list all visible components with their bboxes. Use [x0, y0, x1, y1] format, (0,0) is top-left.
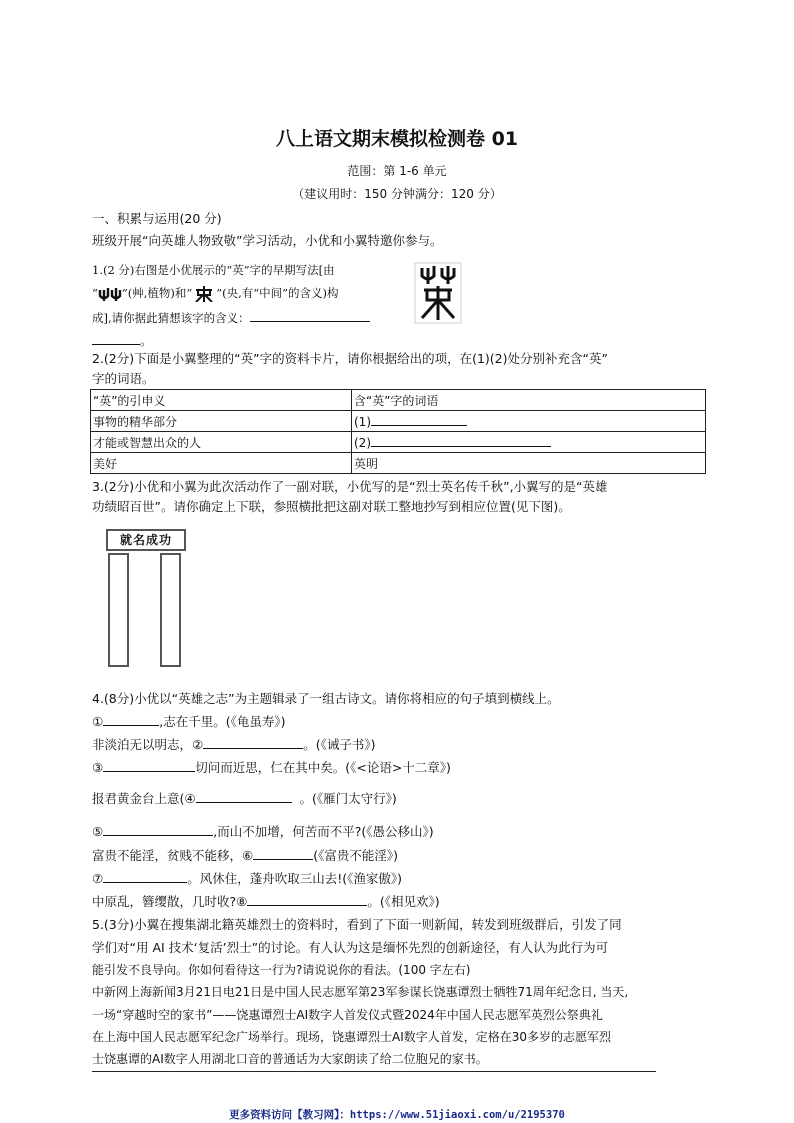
- q1-answer-blank[interactable]: [250, 309, 370, 322]
- q2-line2: 字的词语。: [92, 371, 155, 386]
- q4-text: 。(《诫子书》): [303, 737, 376, 752]
- q1-line2: [92, 285, 339, 302]
- q4-blank-4[interactable]: [196, 790, 292, 803]
- time-note: （建议用时：150 分钟满分：120 分）: [292, 187, 502, 201]
- q4-text: (《富贵不能淫》): [313, 848, 398, 863]
- q4-num: ③: [92, 760, 104, 775]
- table-row: [91, 453, 706, 474]
- couplet-banner: 就名成功: [106, 529, 186, 551]
- page-title: 八上语文期末模拟检测卷 01: [275, 128, 519, 150]
- q1-text-c: ”(央,有“中间”的含义)构: [216, 286, 339, 300]
- q4-item-7: [92, 869, 402, 887]
- q4-item-3: [92, 758, 451, 776]
- answer-label-1: (1): [354, 415, 371, 429]
- answer-label-2: (2): [354, 436, 371, 450]
- q5-line2: 学们对“用 AI 技术‘复活’烈士”的讨论。有人认为这是缅怀先烈的创新途径，有人认为此行为可: [92, 940, 609, 955]
- q5-line1: 5.(3分)小翼在搜集湖北籍英雄烈士的资料时，看到了下面一则新闻，转发到班级群后，引发了同: [92, 917, 622, 932]
- q4-text: 非淡泊无以明志，②: [92, 737, 204, 752]
- q4-text: 富贵不能淫，贫贱不能移，⑥: [92, 848, 254, 863]
- news-line-3: 在上海中国人民志愿军纪念广场举行。现场，饶惠谭烈士AI数字人首发，定格在30多岁的志愿军烈: [92, 1030, 612, 1044]
- answer-blank-2[interactable]: [371, 434, 551, 447]
- q4-blank-8[interactable]: [247, 893, 367, 906]
- table-header: 含“英”字的词语: [352, 390, 706, 411]
- yang-glyph-icon: [192, 286, 216, 302]
- q1-end: 。: [140, 333, 153, 348]
- table-cell-answer[interactable]: [352, 432, 706, 453]
- q1-line3: [92, 309, 370, 326]
- scope-line: 范围：第 1-6 单元: [347, 164, 447, 178]
- q1-line1: 1.(2 分)右图是小优展示的“英”字的早期写法[由: [92, 263, 335, 277]
- q4-blank-7[interactable]: [103, 870, 187, 883]
- answer-blank-1[interactable]: [371, 413, 467, 426]
- q1-answer-blank-2[interactable]: [92, 332, 140, 345]
- q1-line3-text: 成],请你据此猜想该字的含义：: [92, 311, 250, 325]
- q4-text: ,志在千里。(《龟虽寿》): [159, 714, 286, 729]
- section-heading: 一、积累与运用(20 分): [92, 211, 222, 226]
- table-row: [91, 411, 706, 432]
- q4-blank-6[interactable]: [253, 847, 313, 860]
- news-line-1: 中新网上海新闻3月21日电21日是中国人民志愿军第23军参谋长饶惠谭烈士牺牲71周年纪念日, 当天,: [92, 985, 629, 999]
- table-cell-answer[interactable]: [352, 411, 706, 432]
- section-intro: 班级开展“向英雄人物致敬”学习活动，小优和小翼特邀你参与。: [92, 233, 443, 248]
- q5-line3: 能引发不良导向。你如何看待这一行为?请说说你的看法。(100 字左右): [92, 963, 471, 977]
- table-cell: 美好: [91, 453, 352, 474]
- couplet-left-box[interactable]: [108, 553, 129, 667]
- ying-seal-script-icon: [414, 262, 462, 324]
- q4-blank-2[interactable]: [203, 736, 303, 749]
- answer-line[interactable]: [92, 1071, 656, 1072]
- q4-blank-5[interactable]: [103, 823, 213, 836]
- cao-glyph-icon: [98, 286, 122, 302]
- news-line-2: 一场“穿越时空的家书”——饶惠谭烈士AI数字人首发仪式暨2024年中国人民志愿军英烈公祭典礼: [92, 1008, 603, 1022]
- q4-num: ⑦: [92, 871, 104, 886]
- q1-quote-open: “: [92, 286, 98, 300]
- q4-text: 。(《雁门太守行》): [299, 791, 397, 806]
- q4-text: 。(《相见欢》): [367, 894, 440, 909]
- table-header-row: [91, 390, 706, 411]
- table-header: “英”的引申义: [91, 390, 352, 411]
- couplet-right-box[interactable]: [160, 553, 181, 667]
- q3-line1: 3.(2分)小优和小翼为此次活动作了一副对联，小优写的是“烈士英名传千秋”,小翼写的是“英雄: [92, 479, 608, 494]
- q4-num: ⑤: [92, 824, 104, 839]
- q1-text-b: ”(艸,植物)和“: [121, 286, 193, 300]
- q4-text: 报君黄金台上意(④: [92, 791, 196, 806]
- q4-line1: 4.(8分)小优以“英雄之志”为主题辑录了一组古诗文。请你将相应的句子填到横线上。: [92, 691, 560, 706]
- q4-text: 。风休住，蓬舟吹取三山去!(《渔家傲》): [187, 871, 402, 886]
- table-cell: 英明: [352, 453, 706, 474]
- news-line-4: 士饶惠谭的AI数字人用湖北口音的普通话为大家朗读了给二位胞兄的家书。: [92, 1052, 488, 1066]
- q4-item-5: [92, 822, 434, 840]
- q4-item-1: [92, 712, 285, 730]
- q4-item-4: [92, 789, 397, 807]
- q1-line4: [92, 331, 153, 349]
- q4-text: 切问而近思，仁在其中矣。(《<论语>十二章》): [195, 760, 451, 775]
- q4-item-8: [92, 892, 440, 910]
- footer-link[interactable]: 更多资料访问【教习网】：https://www.51jiaoxi.com/u/2195370: [229, 1109, 565, 1121]
- q4-text: ,而山不加增，何苦而不平?(《愚公移山》): [213, 824, 434, 839]
- q4-text: 中原乱，簪缨散，几时收?⑧: [92, 894, 248, 909]
- ying-info-table: [90, 389, 706, 474]
- table-row: [91, 432, 706, 453]
- q4-blank-1[interactable]: [103, 713, 159, 726]
- q2-line1: 2.(2分)下面是小翼整理的“英”字的资料卡片，请你根据给出的项，在(1)(2)处分别补充含“英”: [92, 351, 608, 366]
- q4-num: ①: [92, 714, 104, 729]
- q4-blank-3[interactable]: [103, 759, 195, 772]
- q4-item-2: [92, 735, 375, 753]
- table-cell: 事物的精华部分: [91, 411, 352, 432]
- q3-line2: 功绩昭百世”。请你确定上下联，参照横批把这副对联工整地抄写到相应位置(见下图)。: [92, 499, 571, 514]
- q4-item-6: [92, 846, 398, 864]
- table-cell: 才能或智慧出众的人: [91, 432, 352, 453]
